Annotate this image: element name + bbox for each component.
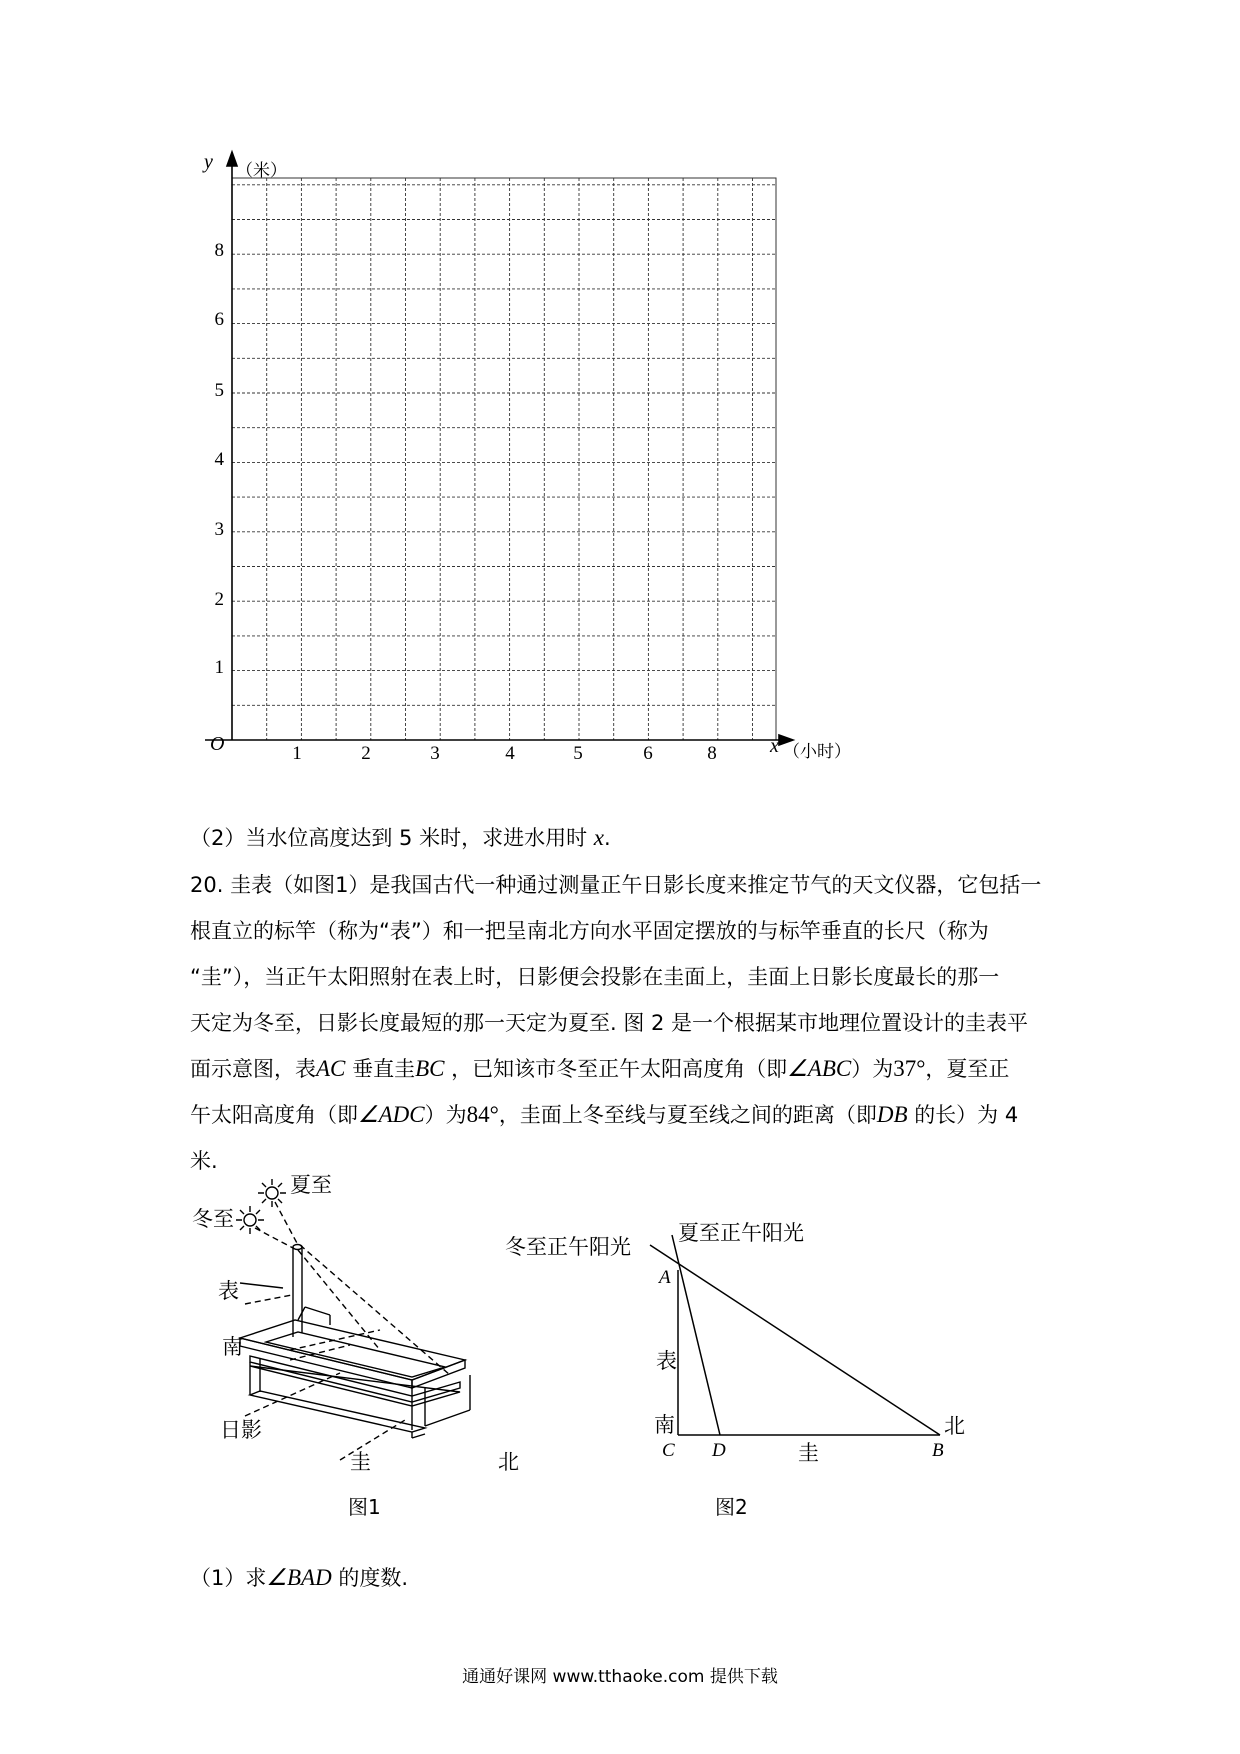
- fig2-gui-label: 圭: [798, 1441, 819, 1465]
- segment-db: DB: [876, 1102, 908, 1127]
- fig1-south-label: 南: [222, 1335, 243, 1359]
- x-tick-label: 1: [292, 743, 302, 764]
- text-segment: ，圭面上冬至线与夏至线之间的距离（即: [498, 1103, 877, 1127]
- figure-2: [500, 1205, 970, 1520]
- segment-bc: BC: [415, 1056, 445, 1081]
- sun-rays: [245, 1202, 450, 1460]
- y-tick-label: 6: [214, 309, 224, 330]
- sun-icon: [258, 1179, 286, 1207]
- text-segment: ，夏至正: [925, 1057, 1010, 1081]
- fig1-biao-label: 表: [218, 1279, 239, 1303]
- text-segment: 的长）为 4: [914, 1103, 1019, 1127]
- text-segment: 垂直圭: [352, 1057, 416, 1081]
- fig2-caption: 图2: [715, 1495, 748, 1519]
- q19-part2-prefix: （2）当水位高度达到 5 米时，求进水用时: [190, 826, 588, 850]
- angle-bad: ∠BAD: [266, 1565, 332, 1590]
- angle-value-37: 37°: [893, 1056, 926, 1081]
- q20-part1-suffix: 的度数.: [338, 1566, 409, 1590]
- origin-label: O: [210, 733, 225, 755]
- q20-part1-text: [190, 1555, 1070, 1601]
- q19-part2-text: [190, 815, 1070, 861]
- x-axis-label: x: [770, 735, 779, 757]
- winter-light-line: [650, 1245, 940, 1435]
- y-tick-label: 5: [214, 380, 224, 401]
- x-tick-label: 3: [430, 743, 440, 764]
- q19-part2-variable: x: [593, 825, 604, 850]
- q20-line: [190, 1092, 1070, 1138]
- q20-line: [190, 1046, 1070, 1092]
- grid-lines: [232, 178, 776, 740]
- fig1-shadow-label: 日影: [220, 1418, 262, 1442]
- fig2-biao-label: 表: [656, 1349, 677, 1373]
- q20-part1-prefix: （1）求: [190, 1566, 267, 1590]
- point-b-label: B: [932, 1440, 944, 1461]
- fig1-gui-label: 圭: [350, 1450, 371, 1474]
- text-segment: ，已知该市冬至正午太阳高度角（即: [451, 1057, 788, 1081]
- point-c-label: C: [662, 1440, 675, 1461]
- fig1-winter-label: 冬至: [192, 1207, 234, 1231]
- text-segment: 面示意图，表: [190, 1057, 316, 1081]
- x-unit-label: （小时）: [783, 742, 851, 762]
- point-a-label: A: [659, 1267, 671, 1288]
- segment-ac: AC: [316, 1056, 346, 1081]
- y-tick-label: 4: [214, 449, 224, 470]
- q20-line: 天定为冬至，日影长度最短的那一天定为夏至. 图 2 是一个根据某市地理位置设计的圭表平: [190, 1011, 1029, 1035]
- coordinate-grid: [0, 0, 1240, 800]
- gnomon-base: [240, 1307, 470, 1438]
- x-tick-label: 8: [707, 743, 717, 764]
- gnomon-pole: [293, 1245, 302, 1338]
- x-tick-label: 6: [643, 743, 653, 764]
- text-segment: 午太阳高度角（即: [190, 1103, 358, 1127]
- y-unit-label: （米）: [236, 161, 287, 181]
- y-tick-label: 8: [214, 240, 224, 261]
- fig2-south-label: 南: [654, 1413, 675, 1437]
- x-tick-label: 5: [573, 743, 583, 764]
- q20-line: 20. 圭表（如图1）是我国古代一种通过测量正午日影长度来推定节气的天文仪器，它包括一: [190, 873, 1042, 897]
- x-tick-label: 2: [361, 743, 371, 764]
- fig2-summer-light-label: 夏至正午阳光: [678, 1221, 804, 1245]
- fig2-north-label: 北: [944, 1414, 965, 1438]
- q20-line: 米.: [190, 1149, 218, 1173]
- angle-adc: ∠ADC: [358, 1102, 425, 1127]
- fig1-north-label: 北: [498, 1450, 519, 1474]
- q20-line: 根直立的标竿（称为“表”）和一把呈南北方向水平固定摆放的与标竿垂直的长尺（称为: [190, 919, 989, 943]
- text-segment: ）为: [851, 1057, 894, 1081]
- y-tick-label: 3: [214, 519, 224, 540]
- axes: [205, 152, 793, 745]
- x-tick-label: 4: [505, 743, 515, 764]
- angle-value-84: 84°: [466, 1102, 499, 1127]
- q20-text: [190, 862, 1070, 1184]
- fig2-winter-light-label: 冬至正午阳光: [505, 1235, 631, 1259]
- fig1-caption: 图1: [348, 1495, 381, 1519]
- point-d-label: D: [712, 1440, 726, 1461]
- fig1-summer-label: 夏至: [290, 1173, 332, 1197]
- page-footer: 通通好课网 www.tthaoke.com 提供下载: [462, 1667, 778, 1687]
- q20-line: “圭”），当正午太阳照射在表上时，日影便会投影在圭面上，圭面上日影长度最长的那一: [190, 965, 1000, 989]
- angle-abc: ∠ABC: [787, 1056, 852, 1081]
- y-tick-label: 2: [214, 589, 224, 610]
- grid-border: [232, 178, 776, 740]
- y-tick-label: 1: [214, 657, 224, 678]
- q19-part2-suffix: .: [603, 826, 611, 850]
- y-axis-label: y: [204, 151, 213, 173]
- text-segment: ）为: [424, 1103, 467, 1127]
